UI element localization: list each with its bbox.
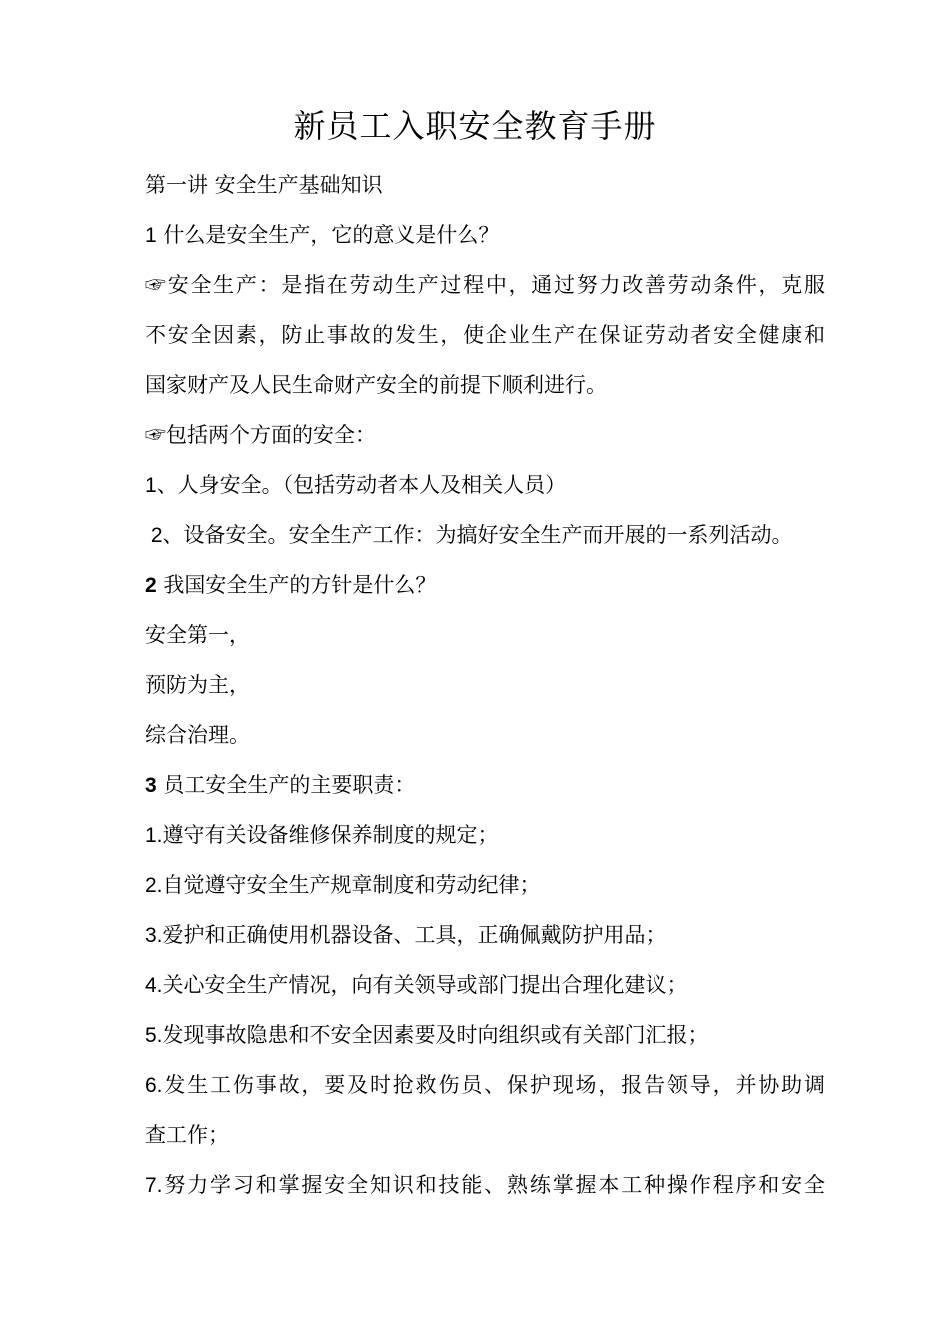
list-item xyxy=(145,1070,825,1101)
question-heading-1 xyxy=(145,220,825,251)
list-item xyxy=(145,520,825,551)
list-text: 发生工伤事故，要及时抢救伤员、保护现场，报告领导，并协助调 xyxy=(162,1073,825,1097)
paragraph-text: 国家财产及人民生命财产安全的前提下顺利进行。 xyxy=(145,373,607,397)
list-number: 7. xyxy=(145,1174,163,1197)
list-text: 发现事故隐患和不安全因素要及时向组织或有关部门汇报； xyxy=(162,1023,709,1047)
lecture-heading-text: 第一讲 安全生产基础知识 xyxy=(145,173,383,197)
list-number: 1 xyxy=(145,474,157,497)
list-text: 自觉遵守安全生产规章制度和劳动纪律； xyxy=(162,873,541,897)
paragraph-text: 不安全因素，防止事故的发生，使企业生产在保证劳动者安全健康和 xyxy=(145,323,825,347)
list-item xyxy=(145,920,825,951)
paragraph-line xyxy=(145,1120,825,1150)
list-item xyxy=(145,1020,825,1051)
paragraph-line xyxy=(145,670,825,700)
list-number: 2 xyxy=(145,524,163,547)
list-text: 、设备安全。安全生产工作：为搞好安全生产而开展的一系列活动。 xyxy=(162,523,793,547)
paragraph-text: ☞安全生产：是指在劳动生产过程中，通过努力改善劳动条件，克服 xyxy=(145,273,825,297)
paragraph-line xyxy=(145,720,825,750)
list-text: 关心安全生产情况，向有关领导或部门提出合理化建议； xyxy=(162,973,688,997)
list-item xyxy=(145,820,825,851)
question-heading-2 xyxy=(145,570,825,601)
question-heading-3 xyxy=(145,770,825,801)
question-number: 3 xyxy=(145,774,157,797)
list-text: 、人身安全。（包括劳动者本人及相关人员） xyxy=(156,473,567,497)
question-text: 我国安全生产的方针是什么？ xyxy=(156,573,437,597)
question-text: 什么是安全生产，它的意义是什么？ xyxy=(156,223,500,247)
lecture-heading xyxy=(145,170,825,200)
list-item xyxy=(145,870,825,901)
document-title: 新员工入职安全教育手册 xyxy=(293,107,657,145)
list-text: 努力学习和掌握安全知识和技能、熟练掌握本工种操作程序和安全 xyxy=(162,1173,825,1197)
paragraph-text: 预防为主， xyxy=(145,673,250,697)
list-number: 5. xyxy=(145,1024,163,1047)
paragraph-line xyxy=(145,370,825,400)
list-number: 2. xyxy=(145,874,163,897)
list-text: 遵守有关设备维修保养制度的规定； xyxy=(162,823,499,847)
question-number: 1 xyxy=(145,224,157,247)
list-text: 爱护和正确使用机器设备、工具，正确佩戴防护用品； xyxy=(162,923,667,947)
paragraph-line xyxy=(145,420,825,450)
list-number: 1. xyxy=(145,824,163,847)
list-number: 4. xyxy=(145,974,163,997)
paragraph-text: 安全第一， xyxy=(145,623,250,647)
question-text: 员工安全生产的主要职责： xyxy=(156,773,416,797)
paragraph-text: ☞包括两个方面的安全： xyxy=(145,423,376,447)
list-number: 3. xyxy=(145,924,163,947)
paragraph-text: 查工作； xyxy=(145,1123,229,1147)
paragraph-text: 综合治理。 xyxy=(145,723,250,747)
list-number: 6. xyxy=(145,1074,163,1097)
question-number: 2 xyxy=(145,574,157,597)
paragraph-line xyxy=(145,620,825,650)
paragraph-line xyxy=(145,320,825,350)
list-item xyxy=(145,470,825,501)
list-item xyxy=(145,1170,825,1201)
list-item xyxy=(145,970,825,1001)
paragraph-line xyxy=(145,270,825,300)
